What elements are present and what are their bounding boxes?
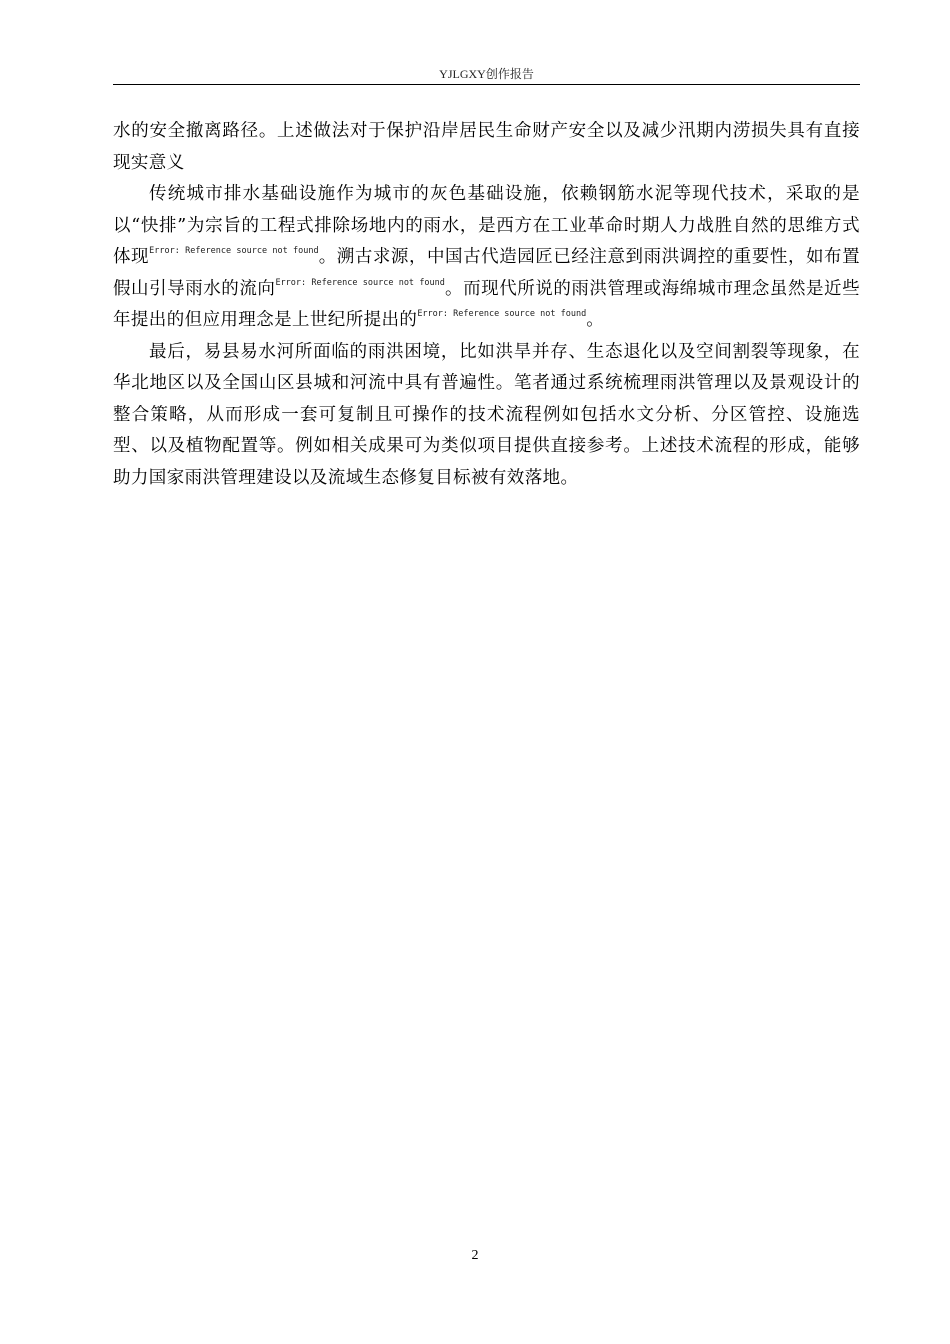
paragraph-2-segment-4: 。 xyxy=(586,310,605,330)
paragraph-2 xyxy=(113,179,860,337)
paragraph-3: 最后，易县易水河所面临的雨洪困境，比如洪旱并存、生态退化以及空间割裂等现象，在华北地区以及全国山区县城和河流中具有普遍性。笔者通过系统梳理雨洪管理以及景观设计的整合策略，从而形成一套可复制且可操作的技术流程例如包括水文分析、分区管控、设施选型、以及植物配置等。例如相关成果可为类似项目提供直接参考。上述技术流程的形成，能够助力国家雨洪管理建设以及流域生态修复目标被有效落地。 xyxy=(113,341,860,488)
reference-error-3: Error: Reference source not found xyxy=(417,309,587,319)
reference-error-2: Error: Reference source not found xyxy=(275,277,445,288)
paragraph-2-segment-3: 。而现代所说的雨洪管理或海绵城市理念虽然是近些年提出的但应用理念是上世纪所提出的 xyxy=(113,278,860,330)
page-header xyxy=(113,66,860,85)
reference-error-1: Error: Reference source not found xyxy=(149,246,319,256)
paragraph-2-segment-1: 传统城市排水基础设施作为城市的灰色基础设施，依赖钢筋水泥等现代技术，采取的是以“快排”为宗旨的工程式排除场地内的雨水，是西方在工业革命时期人力战胜自然的思维方式体现 xyxy=(113,184,860,267)
page-number: 2 xyxy=(471,1248,479,1263)
paragraph-1: 水的安全撤离路径。上述做法对于保护沿岸居民生命财产安全以及减少汛期内涝损失具有直接现实意义 xyxy=(113,121,860,173)
paragraph-2-segment-2: 。溯古求源，中国古代造园匠已经注意到雨洪调控的重要性，如布置假山引导雨水的流向 xyxy=(113,247,860,299)
header-title: YJLGXY创作报告 xyxy=(439,67,534,81)
document-body xyxy=(113,116,860,494)
